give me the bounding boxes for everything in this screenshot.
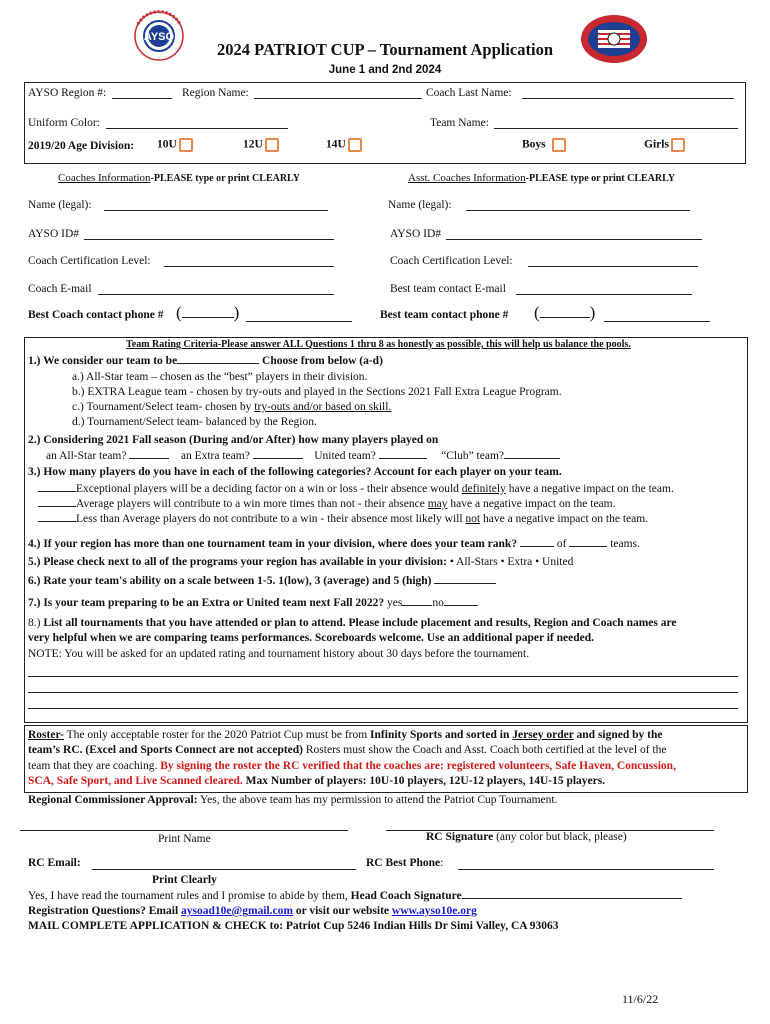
rc-approval	[28, 794, 557, 806]
uniform-color-label: Uniform Color:	[28, 117, 100, 129]
coach-phone-field[interactable]	[246, 321, 352, 322]
roster-line-1	[28, 729, 663, 741]
asst-coach-name-label: Name (legal):	[388, 199, 452, 211]
roster-text-8: By signing the roster the RC verified that the coaches are: registered volunteers, Safe Haven, Concussion,	[160, 760, 676, 772]
q8-note: NOTE: You will be asked for an updated rating and tournament history about 30 days before the tournament.	[28, 648, 530, 660]
asst-coaches-info-title: Asst. Coaches Information	[408, 172, 526, 184]
q3-below-average-field[interactable]	[38, 521, 76, 522]
team-contact-phone-label: Best team contact phone #	[380, 309, 509, 321]
q4-label: 4.) If your region has more than one tournament team in your division, where does your team rank?	[28, 538, 518, 550]
q1-option-c-emphasis: try-outs and/or based on skill.	[254, 401, 392, 413]
q3-below-average-text: Less than Average players do not contribute to a win - their absence most likely will	[76, 513, 466, 525]
q6-rating-field[interactable]	[434, 583, 496, 584]
svg-text:AYSO: AYSO	[143, 31, 175, 43]
q3-exceptional	[38, 483, 674, 495]
q1-answer-field[interactable]	[177, 363, 259, 364]
roster-line-3	[28, 760, 676, 772]
q3-below-average	[38, 513, 648, 525]
print-clearly-label: Print Clearly	[152, 874, 217, 886]
rc-signature-caption	[426, 831, 627, 843]
website-link[interactable]: www.ayso10e.org	[391, 905, 477, 917]
boys-option[interactable]	[522, 138, 566, 152]
registration-questions	[28, 905, 477, 917]
region-name-label: Region Name:	[182, 87, 249, 99]
coach-email-label: Coach E-mail	[28, 283, 92, 295]
q8-answer-line-2[interactable]	[28, 692, 738, 693]
q2-club-field[interactable]	[504, 458, 560, 459]
coach-ayso-id-field[interactable]	[84, 239, 334, 240]
roster-text-5: team’s RC. (Excel and Sports Connect are not accepted)	[28, 744, 304, 756]
coaches-info-heading	[58, 172, 300, 184]
q3-average-emphasis: may	[427, 498, 448, 510]
q3-average	[38, 498, 615, 510]
asst-coach-ayso-id-field[interactable]	[446, 239, 702, 240]
page-title: 2024 PATRIOT CUP – Tournament Application	[216, 40, 554, 59]
q2-allstar-field[interactable]	[129, 458, 169, 459]
q7-yes: yes	[387, 597, 403, 609]
rc-phone-caption: RC Best Phone:	[366, 857, 444, 869]
division-10u-checkbox[interactable]	[179, 138, 193, 152]
coach-last-name-field[interactable]	[522, 98, 734, 99]
q2-extra-label: an Extra team?	[180, 450, 250, 462]
age-division-label: 2019/20 Age Division:	[28, 140, 135, 152]
rc-phone-field[interactable]	[458, 869, 714, 870]
team-name-field[interactable]	[494, 128, 738, 129]
q3-average-tail: have a negative impact on the team.	[447, 498, 616, 510]
print-name-field[interactable]	[20, 830, 348, 831]
q3-text: 3.) How many players do you have in each of the following categories? Account for each player on your team.	[28, 466, 562, 478]
division-12u-option[interactable]	[243, 138, 279, 152]
team-name-label: Team Name:	[430, 117, 489, 129]
roster-text-6: Rosters must show the Coach and Asst. Coach both certified at the level of the	[303, 744, 667, 756]
website-prompt: or visit our website	[292, 905, 392, 917]
q7-no: no	[432, 597, 444, 609]
asst-coach-cert-field[interactable]	[528, 266, 698, 267]
asst-coaches-info-instruction: -PLEASE type or print CLEARLY	[525, 173, 676, 184]
q1-option-d: d.) Tournament/Select team- balanced by the Region.	[72, 416, 317, 428]
q1-option-b: b.) EXTRA League team - chosen by try-outs and played in the Sections 2021 Fall Extra League Program.	[72, 386, 562, 398]
coaches-info-title: Coaches Information	[58, 172, 151, 184]
q6-text	[28, 575, 496, 587]
page-subtitle: June 1 and 2nd 2024	[328, 64, 442, 76]
rc-approval-label: Regional Commissioner Approval:	[28, 794, 198, 806]
registration-questions-text: Registration Questions? Email	[28, 905, 182, 917]
girls-option[interactable]	[644, 138, 685, 152]
agreement-text: Yes, I have read the tournament rules and I promise to abide by them,	[28, 890, 351, 902]
coach-ayso-id-label: AYSO ID#	[28, 228, 80, 240]
q5-options[interactable]: • All-Stars • Extra • United	[449, 556, 574, 568]
coach-cert-label: Coach Certification Level:	[28, 255, 151, 267]
q4-total-field[interactable]	[569, 546, 607, 547]
uniform-color-field[interactable]	[106, 128, 288, 129]
boys-checkbox[interactable]	[552, 138, 566, 152]
roster-line-4	[28, 775, 605, 787]
roster-label: Roster-	[28, 729, 64, 741]
q2-united-field[interactable]	[379, 458, 427, 459]
q7-label: 7.) Is your team preparing to be an Extra or United team next Fall 2022?	[28, 597, 385, 609]
q8-number: 8.)	[28, 617, 44, 629]
q5-label: 5.) Please check next to all of the programs your region has available in your division:	[28, 556, 447, 568]
q3-average-field[interactable]	[38, 506, 76, 507]
girls-checkbox[interactable]	[671, 138, 685, 152]
q8-answer-line-1[interactable]	[28, 676, 738, 677]
q7-yes-field[interactable]	[402, 605, 432, 606]
roster-text-9: SCA, Safe Sport, and Live Scanned cleared.	[28, 775, 243, 787]
q3-average-text: Average players will contribute to a win more times than not - their absence	[76, 498, 428, 510]
team-contact-email-field[interactable]	[516, 294, 692, 295]
coach-name-label: Name (legal):	[28, 199, 92, 211]
q3-exceptional-emphasis: definitely	[461, 483, 506, 495]
q5-text	[28, 556, 573, 568]
q8-text	[28, 617, 677, 629]
coaches-info-instruction: -PLEASE type or print CLEARLY	[150, 173, 301, 184]
q4-text	[28, 538, 640, 550]
girls-label: Girls	[644, 138, 669, 151]
roster-text-7: team that they are coaching.	[28, 760, 161, 772]
coach-cert-field[interactable]	[164, 266, 334, 267]
coach-last-name-label: Coach Last Name:	[426, 87, 512, 99]
boys-label: Boys	[522, 138, 546, 151]
contact-email-link[interactable]: aysoad10e@gmail.com	[181, 905, 293, 917]
team-contact-email-label: Best team contact E-mail	[390, 283, 506, 295]
q1-text	[28, 355, 383, 367]
q1-option-c	[72, 401, 391, 413]
rc-phone-label: RC Best Phone	[366, 857, 441, 869]
document-date: 11/6/22	[622, 992, 659, 1006]
asst-coach-cert-label: Coach Certification Level:	[390, 255, 513, 267]
q4-teams: teams.	[610, 538, 640, 550]
q8-answer-line-3[interactable]	[28, 708, 738, 709]
print-name-label: Print Name	[158, 833, 211, 845]
division-12u-label: 12U	[243, 138, 263, 151]
rc-approval-text: Yes, the above team has my permission to attend the Patriot Cup Tournament.	[197, 794, 558, 806]
q6-label: 6.) Rate your team's ability on a scale between 1-5. 1(low), 3 (average) and 5 (high)	[28, 575, 432, 587]
q4-of: of	[556, 538, 567, 550]
q2-answers	[46, 450, 560, 462]
team-contact-phone-area-code[interactable]: ( )	[534, 303, 596, 322]
q1-option-a: a.) All-Star team – chosen as the “best” players in their division.	[72, 371, 368, 383]
coach-name-field[interactable]	[104, 210, 328, 211]
roster-text-4: and signed by the	[573, 729, 663, 741]
rc-signature-note: (any color but black, please)	[493, 831, 627, 843]
q2-club-label: “Club” team?	[441, 450, 504, 462]
criteria-heading: Team Rating Criteria-Please answer ALL Questions 1 thru 8 as honestly as possible, this will help us balance the pools.	[126, 339, 631, 350]
q7-no-field[interactable]	[444, 605, 478, 606]
rc-email-label: RC Email:	[28, 857, 81, 869]
q2-extra-field[interactable]	[253, 458, 303, 459]
q1-instruction: Choose from below (a-d)	[262, 355, 383, 367]
division-10u-label: 10U	[157, 138, 177, 151]
division-10u-option[interactable]	[157, 138, 193, 152]
mail-instructions: MAIL COMPLETE APPLICATION & CHECK to: Patriot Cup 5246 Indian Hills Dr Simi Valley, CA 93063	[28, 920, 559, 932]
region-number-field[interactable]	[112, 98, 172, 99]
division-14u-label: 14U	[326, 138, 346, 151]
q8-label: List all tournaments that you have attended or plan to attend. Please include placement and results, Region and Coach names are	[43, 617, 677, 629]
q1-label: 1.) We consider our team to be	[28, 355, 178, 367]
region-number-label: AYSO Region #:	[28, 87, 107, 99]
q4-rank-field[interactable]	[520, 546, 554, 547]
asst-coach-ayso-id-label: AYSO ID#	[390, 228, 442, 240]
q3-below-average-emphasis: not	[465, 513, 481, 525]
q3-exceptional-text: Exceptional players will be a deciding factor on a win or loss - their absence would	[76, 483, 462, 495]
q2-united-label: United team?	[314, 450, 376, 462]
roster-line-2	[28, 744, 666, 756]
q3-below-average-tail: have a negative impact on the team.	[480, 513, 649, 525]
division-14u-option[interactable]	[326, 138, 362, 152]
q3-exceptional-field[interactable]	[38, 491, 76, 492]
head-coach-signature-field[interactable]	[462, 898, 682, 899]
agreement-line	[28, 890, 682, 902]
roster-text-3: Jersey order	[512, 729, 574, 741]
roster-text-1: The only acceptable roster for the 2020 Patriot Cup must be from	[63, 729, 371, 741]
q2-allstar-label: an All-Star team?	[46, 450, 127, 462]
division-14u-checkbox[interactable]	[348, 138, 362, 152]
asst-coaches-info-heading	[408, 172, 675, 184]
q3-exceptional-tail: have a negative impact on the team.	[505, 483, 674, 495]
roster-text-10: Max Number of players: 10U-10 players, 12U-12 players, 14U-15 players.	[242, 775, 606, 787]
q7-text	[28, 597, 478, 609]
rc-signature-label: RC Signature	[426, 831, 494, 843]
asst-coach-name-field[interactable]	[466, 210, 690, 211]
coach-phone-area-code[interactable]: ( )	[176, 303, 240, 322]
coach-phone-label: Best Coach contact phone #	[28, 309, 164, 321]
roster-text-2: Infinity Sports and sorted in	[370, 729, 513, 741]
team-contact-phone-field[interactable]	[604, 321, 710, 322]
region-name-field[interactable]	[254, 98, 422, 99]
coach-email-field[interactable]	[98, 294, 334, 295]
q2-text: 2.) Considering 2021 Fall season (During and/or After) how many players played on	[28, 434, 439, 446]
rc-email-field[interactable]	[92, 869, 356, 870]
q8-text-line2: very helpful when we are comparing teams performances. Scoreboards welcome. Use an additional paper if needed.	[28, 632, 595, 644]
head-coach-signature-label: Head Coach Signature	[350, 890, 462, 902]
division-12u-checkbox[interactable]	[265, 138, 279, 152]
q1-option-c-text: c.) Tournament/Select team- chosen by	[72, 401, 255, 413]
